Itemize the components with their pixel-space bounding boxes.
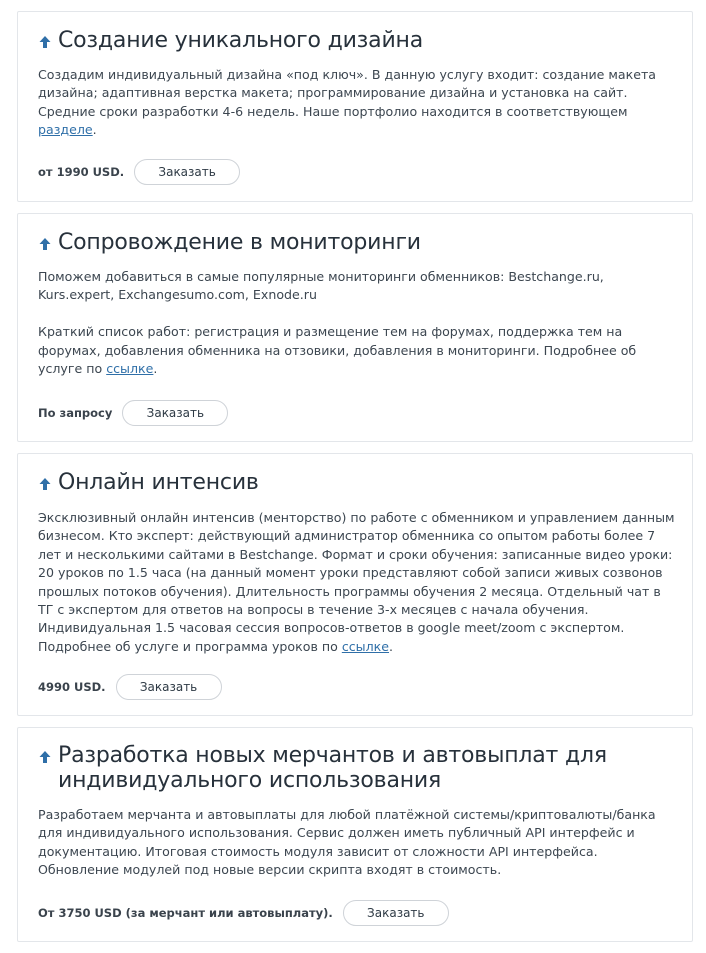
description-text: . — [153, 361, 158, 377]
description-paragraph — [38, 806, 676, 880]
service-title — [38, 28, 672, 53]
description-text: Поможем добавиться в самые популярные мониторинги обменников: Bestchange.ru, Kurs.expert, Exchangesumo.com, Exnode.ru — [38, 269, 604, 303]
description-text: Создадим индивидуальный дизайна «под ключ». В данную услугу входит: создание макета дизайна; адаптивная верстка макета; программирование дизайна и установка на сайт. Средние сроки разработки 4-6 недель. Наше портфолио находится в соответствующем — [38, 67, 657, 119]
price-row — [38, 674, 222, 700]
details-link[interactable]: разделе — [38, 122, 93, 138]
service-description — [38, 806, 676, 880]
details-link[interactable]: ссылке — [341, 638, 390, 654]
service-card-intensive — [17, 453, 693, 716]
service-price: от 1990 USD. — [38, 165, 125, 179]
description-text: Эксклюзивный онлайн интенсив (менторство) по работе с обменником и управлением данным бизнесом. Кто эксперт: действующий администратор обменника со опытом работы более 7 лет и несколькими сайтами в Bestchange. Формат и сроки обучения: записанные видео уроки: 20 уроков по 1.5 часа (на данный момент уроки представляют собой записи живых созвонов прошлых потоков обучения). Длительность программы обучения 2 месяца. Отдельный чат в ТГ с экспертом для ответов на вопросы в течение 3-х месяцев с начала обучения. Индивидуальная 1.5 часовая сессия вопросов-ответов в google meet/zoom с экспертом. Подробнее об услуге и программа уроков по — [38, 510, 675, 654]
details-link[interactable]: ссылке — [106, 361, 154, 377]
service-card-monitoring — [17, 213, 693, 442]
service-price: 4990 USD. — [38, 680, 106, 694]
description-paragraph — [38, 509, 676, 656]
price-row — [38, 159, 240, 185]
description-text: Разработаем мерчанта и автовыплаты для любой платёжной системы/криптовалюты/банка для индивидуального использования. Сервис должен иметь публичный API интерфейс и документацию. Итоговая стоимость модуля зависит от сложности API интерфейса. Обновление модулей под новые версии скрипта входят в стоимость. — [38, 807, 656, 878]
order-button[interactable]: Заказать — [134, 159, 240, 185]
service-description — [38, 268, 676, 378]
service-title-text: Сопровождение в мониторинги — [58, 230, 421, 255]
arrow-up-icon — [38, 750, 52, 764]
price-row — [38, 900, 449, 926]
arrow-up-icon — [38, 237, 52, 251]
order-button[interactable]: Заказать — [116, 674, 222, 700]
description-paragraph — [38, 66, 676, 140]
service-card-merchants — [17, 727, 693, 942]
arrow-up-icon — [38, 477, 52, 491]
description-text: . — [389, 638, 394, 654]
service-title-text: Разработка новых мерчантов и автовыплат для индивидуального использования — [58, 743, 607, 793]
service-title-text: Создание уникального дизайна — [58, 28, 424, 53]
service-title-text: Онлайн интенсив — [58, 470, 259, 495]
service-price: По запросу — [38, 406, 113, 420]
service-title — [38, 470, 672, 495]
service-price: От 3750 USD (за мерчант или автовыплату). — [38, 906, 333, 920]
description-text: Краткий список работ: регистрация и размещение тем на форумах, поддержка тем на форумах, добавления обменника на отзовики, добавления в мониторинги. Подробнее об услуге по — [38, 324, 637, 377]
service-description — [38, 509, 676, 656]
description-paragraph — [38, 323, 676, 378]
service-title — [38, 743, 672, 793]
price-row — [38, 400, 228, 426]
arrow-up-icon — [38, 35, 52, 49]
service-description — [38, 66, 676, 140]
description-text: . — [92, 122, 97, 138]
service-title — [38, 230, 672, 255]
order-button[interactable]: Заказать — [122, 400, 228, 426]
service-card-design — [17, 11, 693, 202]
order-button[interactable]: Заказать — [343, 900, 449, 926]
description-paragraph — [38, 268, 676, 305]
